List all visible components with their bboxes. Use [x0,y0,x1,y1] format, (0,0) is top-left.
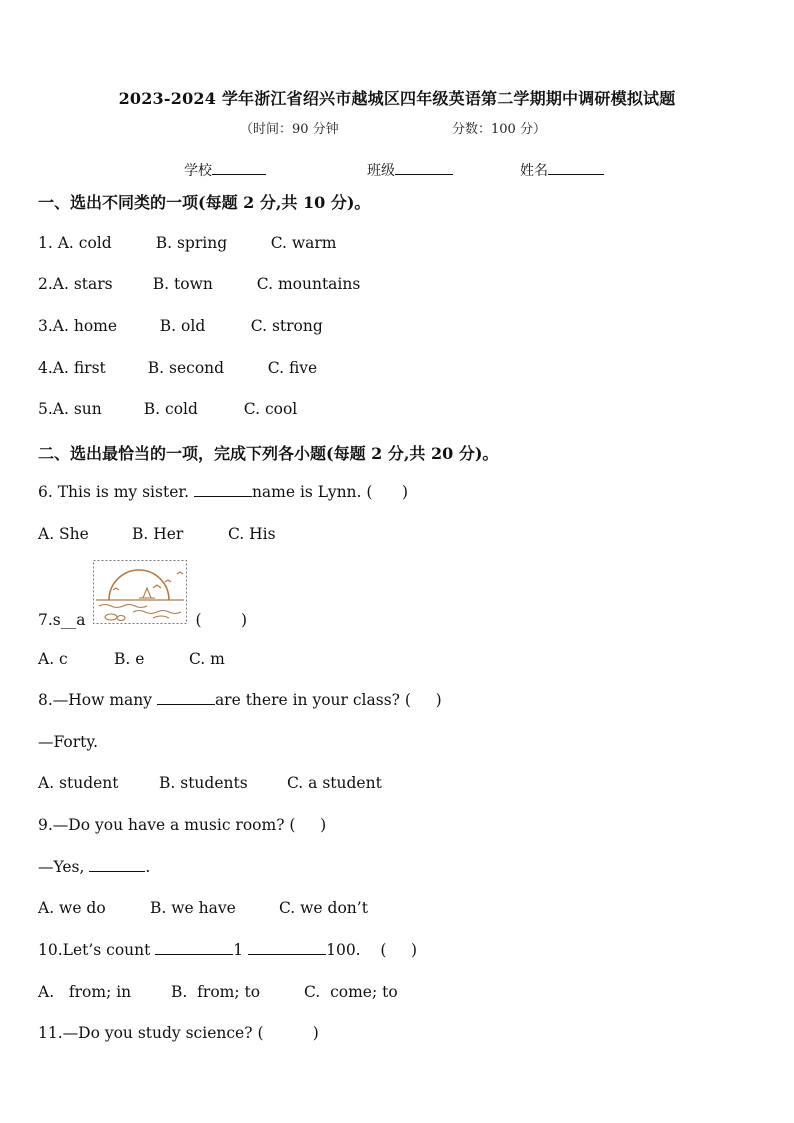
question-1 [38,234,337,252]
answer-blank-2[interactable] [248,954,326,955]
school-field [184,160,266,180]
option-b: B. we have [150,899,236,917]
question-11: 11.—Do you study science? ( ) [38,1024,319,1042]
question-9-options [38,899,368,917]
question-2 [38,275,360,293]
question-9: 9.—Do you have a music room? ( ) [38,816,327,834]
exam-score: 分数：100 分） [452,122,546,137]
option-a: A. cold [57,234,112,252]
option-b: B. cold [143,400,198,418]
class-label: 班级 [367,163,395,179]
option-b: B. Her [132,525,184,543]
question-9-reply-end: . [145,858,151,876]
section-1-heading: 一、选出不同类的一项(每题 2 分,共 10 分)。 [38,193,371,212]
answer-blank[interactable] [157,704,215,705]
question-3-number: 3. [38,317,53,335]
option-a: A. student [38,774,119,792]
question-7-stem: 7.s__a [38,611,86,629]
answer-paren[interactable]: ( ) [195,611,247,629]
class-blank[interactable] [395,174,453,175]
name-field [520,160,604,180]
question-7 [38,611,247,629]
option-c: C. warm [270,234,337,252]
school-label: 学校 [184,163,212,179]
option-b: B. second [147,359,225,377]
school-blank[interactable] [212,174,266,175]
option-b: B. town [152,275,213,293]
question-8-options [38,774,382,792]
question-10-stem-end: 100. ( ) [326,941,418,959]
option-b: B. old [159,317,206,335]
question-3 [38,317,323,335]
option-c: C. five [267,359,318,377]
option-a: A. She [38,525,89,543]
option-c: C. come; to [304,983,398,1001]
answer-blank[interactable] [89,871,145,872]
question-6-options [38,525,276,543]
option-c: C. His [228,525,276,543]
option-c: C. cool [243,400,298,418]
option-a: A. stars [52,275,113,293]
option-a: A. home [52,317,118,335]
option-c: C. strong [250,317,323,335]
option-a: A. sun [52,400,102,418]
question-6-stem-start: 6. This is my sister. [38,483,194,501]
option-a: A. from; in [38,983,132,1001]
question-6-stem-end: name is Lynn. ( ) [251,483,409,501]
question-4 [38,359,317,377]
name-label: 姓名 [520,163,548,179]
question-9-reply-start: —Yes, [38,858,90,876]
class-field [367,160,453,180]
question-10-options [38,983,398,1001]
question-8 [38,691,442,709]
option-c: C. m [189,650,225,668]
option-a: A. first [52,359,106,377]
question-10-stem-start: 10.Let’s count [38,941,156,959]
question-8-stem-start: 8.—How many [38,691,157,709]
answer-blank[interactable] [194,496,252,497]
option-c: C. mountains [256,275,361,293]
question-5 [38,400,297,418]
question-10 [38,941,417,959]
option-b: B. from; to [171,983,261,1001]
answer-blank-1[interactable] [155,954,233,955]
question-7-options [38,650,225,668]
option-b: B. spring [155,234,228,252]
option-a: A. c [38,650,68,668]
question-1-number: 1. [38,234,58,252]
option-b: B. students [159,774,248,792]
option-c: C. we don’t [279,899,368,917]
question-8-reply: —Forty. [38,733,99,751]
option-a: A. we do [38,899,106,917]
option-c: C. a student [287,774,382,792]
section-2-heading: 二、选出最恰当的一项，完成下列各小题(每题 2 分,共 20 分)。 [38,444,499,463]
option-b: B. e [114,650,145,668]
exam-time: （时间：90 分钟 [240,122,339,137]
page-title: 2023-2024 学年浙江省绍兴市越城区四年级英语第二学期期中调研模拟试题 [118,89,676,108]
name-blank[interactable] [548,174,604,175]
question-2-number: 2. [38,275,53,293]
question-4-number: 4. [38,359,53,377]
question-10-stem-mid: 1 [233,941,249,959]
question-5-number: 5. [38,400,53,418]
question-8-stem-end: are there in your class? ( ) [214,691,442,709]
question-9-reply [38,858,150,876]
question-6 [38,483,408,501]
